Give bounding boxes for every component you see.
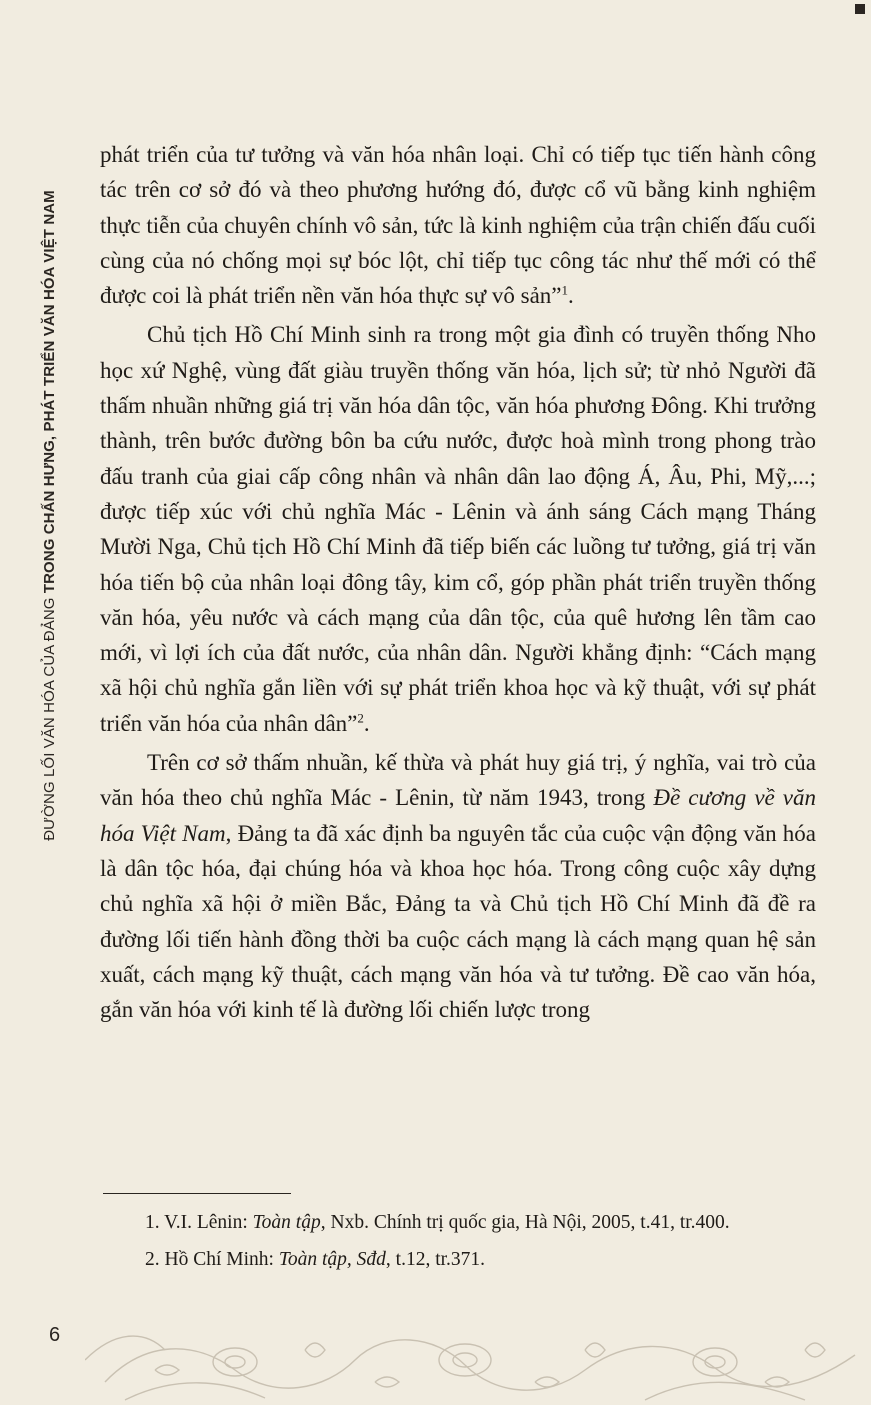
running-title-text [41,190,58,841]
footnote-ref-2[interactable]: 2 [357,710,364,726]
paragraph-2-end: . [363,710,370,736]
corner-mark [855,4,865,14]
main-text [100,137,816,1027]
paragraph-1-text: phát triển của tư tưởng và văn hóa nhân loại. Chỉ có tiếp tục tiến hành công tác trên cơ sở đó và theo phương hướng đó, được cổ vũ bằng kinh nghiệm thực tiễn của chuyên chính vô sản, tức là kinh nghiệm của trận chiến đấu cuối cùng của nó chống mọi sự bóc lột, chỉ tiếp tục công tác như thế mới có thể được coi là phát triển nền văn hóa thực sự vô sản” [100,142,816,309]
running-title-normal: ĐƯỜNG LỐI VĂN HÓA CỦA ĐẢNG [40,596,58,841]
paragraph-1-end: . [568,283,574,309]
paragraph-2 [100,317,816,741]
footnotes [103,1207,815,1281]
footnote-2-post: , t.12, tr.371. [385,1249,486,1270]
paragraph-3-rest: , Đảng ta đã xác định ba nguyên tắc của cuộc vận động văn hóa là dân tộc hóa, đại chúng hóa và khoa học hóa. Trong công cuộc xây dựng chủ nghĩa xã hội ở miền Bắc, Đảng ta và Chủ tịch Hồ Chí Minh đã đề ra đường lối tiến hành đồng thời ba cuộc cách mạng là cách mạng quan hệ sản xuất, cách mạng kỹ thuật, cách mạng văn hóa và tư tưởng. Đề cao văn hóa, gắn văn hóa với kinh tế là đường lối chiến lược trong [100,820,816,1023]
running-title [36,145,62,885]
footnote-1 [103,1207,815,1239]
footnote-2 [103,1244,815,1276]
footnote-2-italic: Toàn tập, Sđd [278,1249,386,1270]
running-title-bold: TRONG CHẤN HƯNG, PHÁT TRIỂN VĂN HÓA VIỆT NAM [40,189,58,593]
footnote-ref-1[interactable]: 1 [561,282,569,298]
footnote-1-pre: 1. V.I. Lênin: [145,1212,253,1233]
floral-ornament-border [85,1320,871,1405]
paragraph-2-text: Chủ tịch Hồ Chí Minh sinh ra trong một gia đình có truyền thống Nho học xứ Nghệ, vùng đất giàu truyền thống văn hóa, lịch sử; từ nhỏ Người đã thấm nhuần những giá trị văn hóa dân tộc, văn hóa phương Đông. Khi trưởng thành, trên bước đường bôn ba cứu nước, được hoà mình trong phong trào đấu tranh của giai cấp công nhân và nhân dân lao động Á, Âu, Phi, Mỹ,...; được tiếp xúc với chủ nghĩa Mác - Lênin và ánh sáng Cách mạng Tháng Mười Nga, Chủ tịch Hồ Chí Minh đã tiếp biến các luồng tư tưởng, giá trị văn hóa tiến bộ của nhân loại đông tây, kim cổ, góp phần phát triển truyền thống văn hóa, yêu nước và cách mạng của dân tộc, của quê hương lên tầm cao mới, vì lợi ích của đất nước, của nhân dân. Người khẳng định: “Cách mạng xã hội chủ nghĩa gắn liền với sự phát triển khoa học và kỹ thuật, với sự phát triển văn hóa của nhân dân” [100,322,816,736]
document-title-italic: Đề cương về văn hóa Việt Nam [100,785,816,846]
paragraph-1 [100,137,816,313]
footnote-divider [103,1193,291,1194]
footnote-1-post: , Nxb. Chính trị quốc gia, Hà Nội, 2005, t.41, tr.400. [320,1212,730,1233]
paragraph-3 [100,745,816,1027]
footnote-2-pre: 2. Hồ Chí Minh: [145,1249,279,1270]
page-number: 6 [49,1324,61,1346]
paragraph-3-start: Trên cơ sở thấm nhuần, kế thừa và phát huy giá trị, ý nghĩa, vai trò của văn hóa theo chủ nghĩa Mác - Lênin, từ năm 1943, trong [100,750,816,811]
footnote-1-italic: Toàn tập [252,1212,321,1233]
